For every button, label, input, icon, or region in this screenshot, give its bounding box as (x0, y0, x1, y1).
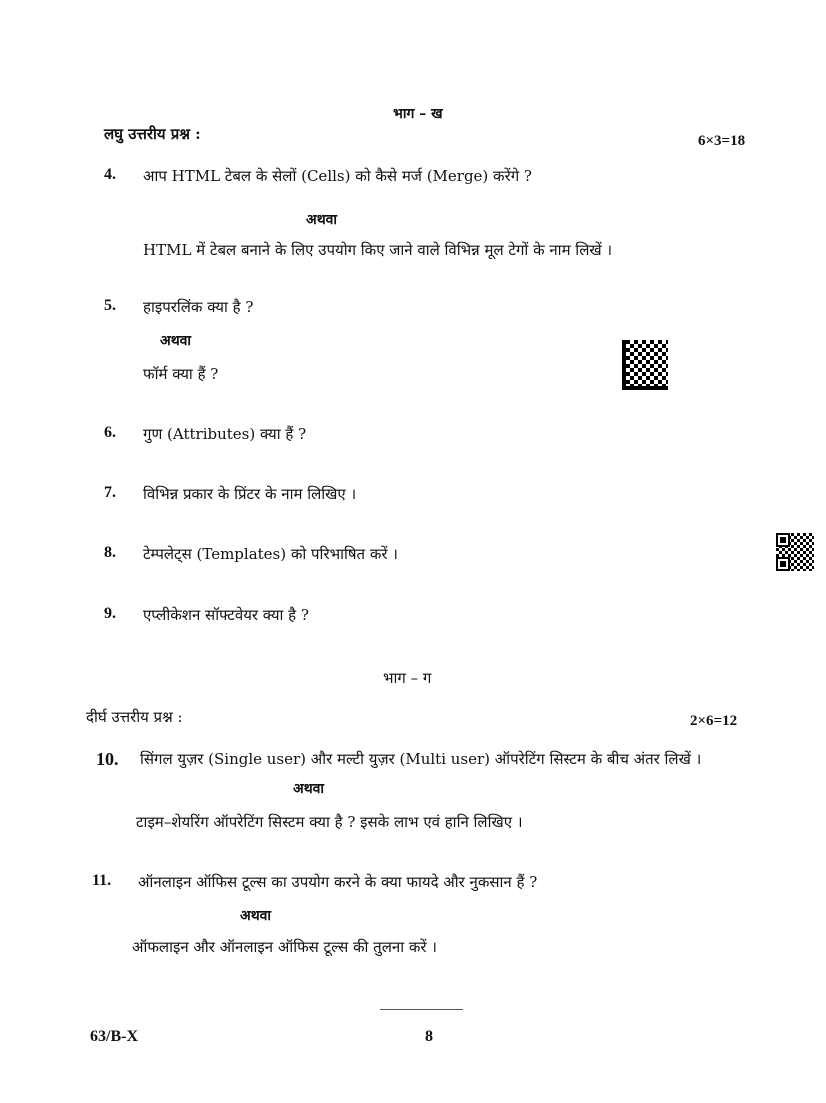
question-number: 11. (92, 872, 112, 889)
alternate-question-text: टाइम–शेयरिंग ऑपरेटिंग सिस्टम क्या है ? इसके लाभ एवं हानि लिखिए । (136, 813, 523, 831)
question-number: 9. (104, 605, 116, 622)
section-c-marks: 2×6=12 (690, 713, 738, 729)
question-number: 6. (104, 424, 116, 441)
qr-code-icon (776, 533, 814, 571)
paper-code: 63/B-X (90, 1028, 138, 1045)
question-text: ऑनलाइन ऑफिस टूल्स का उपयोग करने के क्या फायदे और नुकसान हैं ? (138, 873, 538, 891)
section-b-marks: 6×3=18 (698, 133, 746, 149)
or-label: अथवा (240, 908, 272, 924)
section-b-title: भाग – ख (393, 106, 443, 122)
end-rule (380, 1009, 463, 1010)
section-c-heading: दीर्घ उत्तरीय प्रश्न : (86, 708, 183, 726)
alternate-question-text: फॉर्म क्या हैं ? (143, 365, 219, 383)
question-text: हाइपरलिंक क्या है ? (143, 298, 254, 316)
question-number: 8. (104, 544, 116, 561)
section-b-heading: लघु उत्तरीय प्रश्न : (104, 125, 201, 143)
alternate-question-text: ऑफलाइन और ऑनलाइन ऑफिस टूल्स की तुलना करें । (132, 938, 437, 956)
question-text: विभिन्न प्रकार के प्रिंटर के नाम लिखिए । (143, 485, 357, 503)
or-label: अथवा (160, 333, 192, 349)
question-number: 5. (104, 297, 116, 314)
question-text: एप्लीकेशन सॉफ्टवेयर क्या है ? (143, 606, 309, 624)
page-number: 8 (425, 1028, 433, 1045)
question-number: 4. (104, 166, 116, 183)
question-number: 10. (96, 749, 119, 769)
question-number: 7. (104, 484, 116, 501)
question-text: गुण (Attributes) क्या हैं ? (143, 425, 307, 443)
or-label: अथवा (293, 781, 325, 797)
datamatrix-code-icon (622, 340, 668, 390)
question-text: सिंगल युज़र (Single user) और मल्टी युज़र (Multi user) ऑपरेटिंग सिस्टम के बीच अंतर लिखें । (140, 750, 702, 768)
question-text: टेम्पलेट्स (Templates) को परिभाषित करें । (143, 545, 398, 563)
section-c-title: भाग – ग (383, 669, 432, 687)
or-label: अथवा (306, 212, 338, 228)
alternate-question-text: HTML में टेबल बनाने के लिए उपयोग किए जाने वाले विभिन्न मूल टेगों के नाम लिखें । (143, 241, 613, 259)
question-text: आप HTML टेबल के सेलों (Cells) को कैसे मर्ज (Merge) करेंगे ? (143, 167, 532, 185)
